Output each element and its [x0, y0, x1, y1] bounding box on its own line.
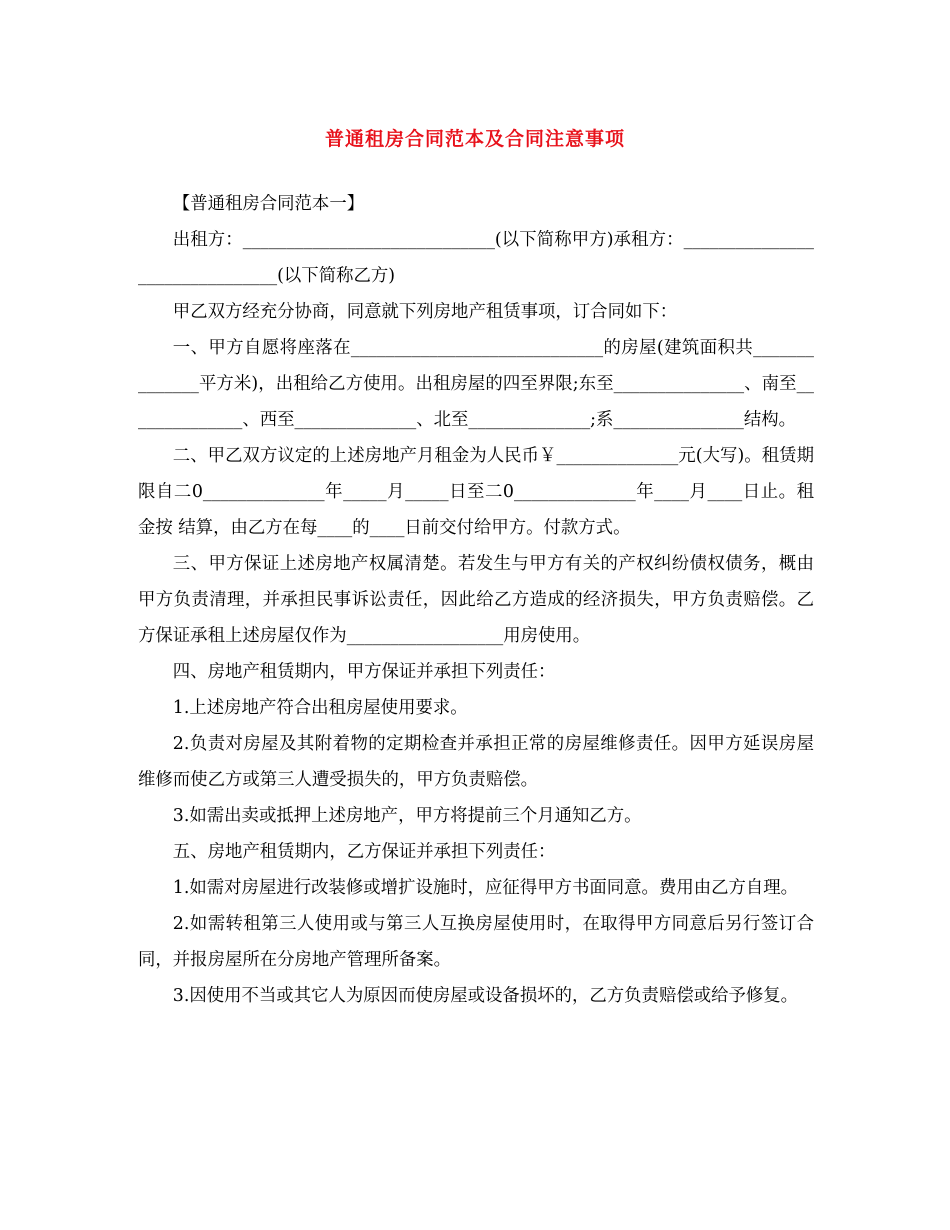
section-heading: 【普通租房合同范本一】 — [172, 194, 365, 214]
clause-5-item-2: 2.如需转租第三人使用或与第三人互换房屋使用时，在取得甲方同意后另行签订合同，并报房屋所在分房地产管理所备案。 — [138, 914, 814, 970]
parties-paragraph: 出租方：_____________________________(以下简称甲方)承租方：_______________________________(以下简称乙方) — [138, 230, 814, 286]
clause-4-item-1: 1.上述房地产符合出租房屋使用要求。 — [172, 698, 468, 718]
clause-5-item-3: 3.因使用不当或其它人为原因而使房屋或设备损坏的，乙方负责赔偿或给予修复。 — [172, 986, 799, 1006]
clause-5-paragraph: 五、房地产租赁期内，乙方保证并承担下列责任： — [172, 842, 556, 862]
clause-4-item-3: 3.如需出卖或抵押上述房地产，甲方将提前三个月通知乙方。 — [172, 806, 642, 826]
intro-paragraph: 甲乙双方经充分协商，同意就下列房地产租赁事项，订合同如下： — [172, 302, 678, 322]
document-title: 普通租房合同范本及合同注意事项 — [324, 128, 625, 150]
clause-1-paragraph: 一、甲方自愿将座落在_____________________________的房屋(建筑面积共______________平方米)，出租给乙方使用。出租房屋的四至界限;东至_______________、南至______________、西至______________、北至______________;系_______________结构。 — [138, 338, 814, 430]
clause-4-paragraph: 四、房地产租赁期内，甲方保证并承担下列责任： — [172, 662, 556, 682]
clause-3-paragraph: 三、甲方保证上述房地产权属清楚。若发生与甲方有关的产权纠纷债权债务，概由甲方负责清理，并承担民事诉讼责任，因此给乙方造成的经济损失，甲方负责赔偿。乙方保证承租上述房屋仅作为__________________用房使用。 — [138, 554, 814, 646]
document-body — [138, 186, 814, 1014]
clause-4-item-2: 2.负责对房屋及其附着物的定期检查并承担正常的房屋维修责任。因甲方延误房屋维修而使乙方或第三人遭受损失的，甲方负责赔偿。 — [138, 734, 814, 790]
clause-5-item-1: 1.如需对房屋进行改装修或增扩设施时，应征得甲方书面同意。费用由乙方自理。 — [172, 878, 799, 898]
clause-2-paragraph: 二、甲乙双方议定的上述房地产月租金为人民币￥______________元(大写)。租赁期限自二0______________年_____月_____日至二0______________年____月____日止。租金按 结算，由乙方在每____的____日前交付给甲方。付款方式。 — [138, 446, 814, 538]
